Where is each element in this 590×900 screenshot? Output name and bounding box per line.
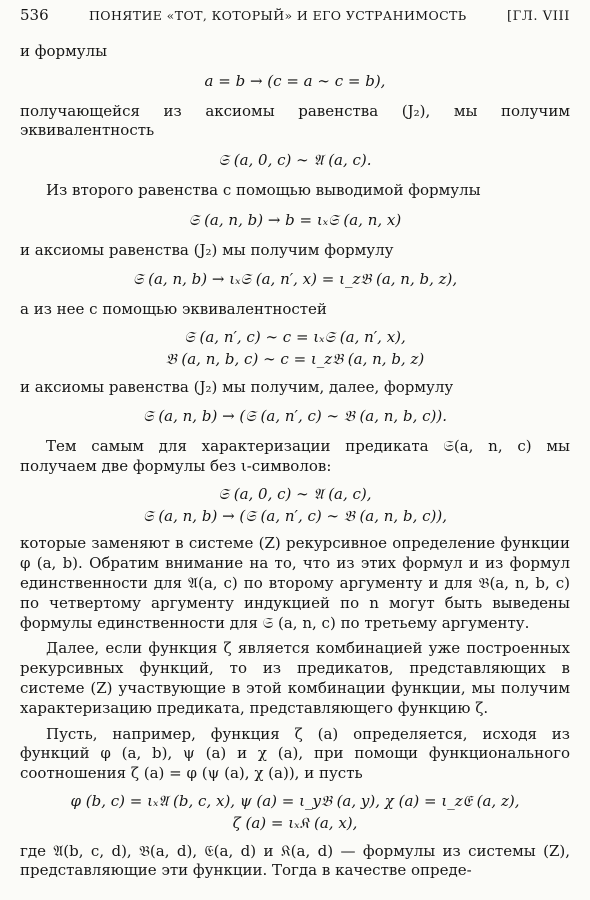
- formula: 𝔖 (a, n, b) → (𝔖 (a, n′, c) ∼ 𝔅 (a, n, b, c)).: [143, 407, 447, 426]
- chapter-reference: [ГЛ. VIII: [507, 9, 570, 24]
- page-header: [20, 6, 570, 26]
- text-line: и формулы: [20, 42, 108, 60]
- paragraph: получающейся из аксиомы равенства (J₂), мы получим эквивалентность: [20, 101, 570, 140]
- formula-group: [20, 485, 570, 527]
- paragraph: а из нее с помощью эквивалентностей: [20, 300, 327, 319]
- formula: 𝔖 (a, n′, c) ∼ c = ιₓ𝔖 (a, n′, x),: [184, 327, 406, 346]
- formula-group: [20, 792, 570, 834]
- formula-group: [20, 328, 570, 370]
- formula: 𝔅 (a, n, b, c) ∼ c = ι_z𝔅 (a, n, b, z): [165, 349, 425, 368]
- paragraph: Далее, если функция ζ является комбинацией уже построенных рекурсивных функций, то из предикатов, представляющих в системе (Z) участвующие в этой комбинации функции, мы получим характеризацию предиката, представляющего функцию ζ.: [20, 639, 570, 717]
- page-number: 536: [20, 6, 49, 24]
- paragraph: Пусть, например, функция ζ (a) определяется, исходя из функций φ (a, b), ψ (a) и χ (a), при помощи функционального соотношения ζ (a) = φ (ψ (a), χ (a)), и пусть: [20, 724, 570, 783]
- formula: a = b → (c = a ∼ c = b),: [204, 71, 386, 90]
- paragraph: Из второго равенства с помощью выводимой формулы: [46, 180, 481, 199]
- paragraph: которые заменяют в системе (Z) рекурсивное определение функции φ (a, b). Обратим внимание на то, что из этих формул и из формул единственности для 𝔄(a, c) по второму аргументу и для 𝔅(a, n, b, c) по четвертому аргументу индукцией по n могут быть выведены формулы единственности для 𝔖 (a, n, c) по третьему аргументу.: [20, 534, 570, 632]
- formula: 𝔖 (a, n, b) → (𝔖 (a, n′, c) ∼ 𝔅 (a, n, b, c)),: [143, 506, 447, 525]
- paragraph: Тем самым для характеризации предиката 𝔖(a, n, c) мы получаем две формулы без ι-символов:: [20, 437, 570, 475]
- formula: φ (b, c) = ιₓ𝔄 (b, c, x), ψ (a) = ι_y𝔅 (a, y), χ (a) = ι_z𝔈 (a, z),: [70, 791, 520, 810]
- paragraph: и аксиомы равенства (J₂) мы получим формулу: [20, 240, 394, 259]
- formula: ζ (a) = ιₓ𝔎 (a, x),: [232, 813, 358, 832]
- paragraph: и аксиомы равенства (J₂) мы получим, далее, формулу: [20, 377, 454, 396]
- formula: 𝔖 (a, n, b) → ιₓ𝔖 (a, n′, x) = ι_z𝔅 (a, n, b, z),: [132, 270, 458, 289]
- paragraph: где 𝔄(b, c, d), 𝔅(a, d), 𝔈(a, d) и 𝔎(a, d) — формулы из системы (Z), представляющие эти функции. Тогда в качестве опреде-: [20, 841, 570, 880]
- formula: 𝔖 (a, 0, c) ∼ 𝔄 (a, c),: [218, 484, 372, 503]
- running-title: ПОНЯТИЕ «ТОТ, КОТОРЫЙ» И ЕГО УСТРАНИМОСТЬ: [89, 8, 467, 23]
- formula: 𝔖 (a, n, b) → b = ιₓ𝔖 (a, n, x): [188, 210, 402, 229]
- formula: 𝔖 (a, 0, c) ∼ 𝔄 (a, c).: [218, 151, 372, 170]
